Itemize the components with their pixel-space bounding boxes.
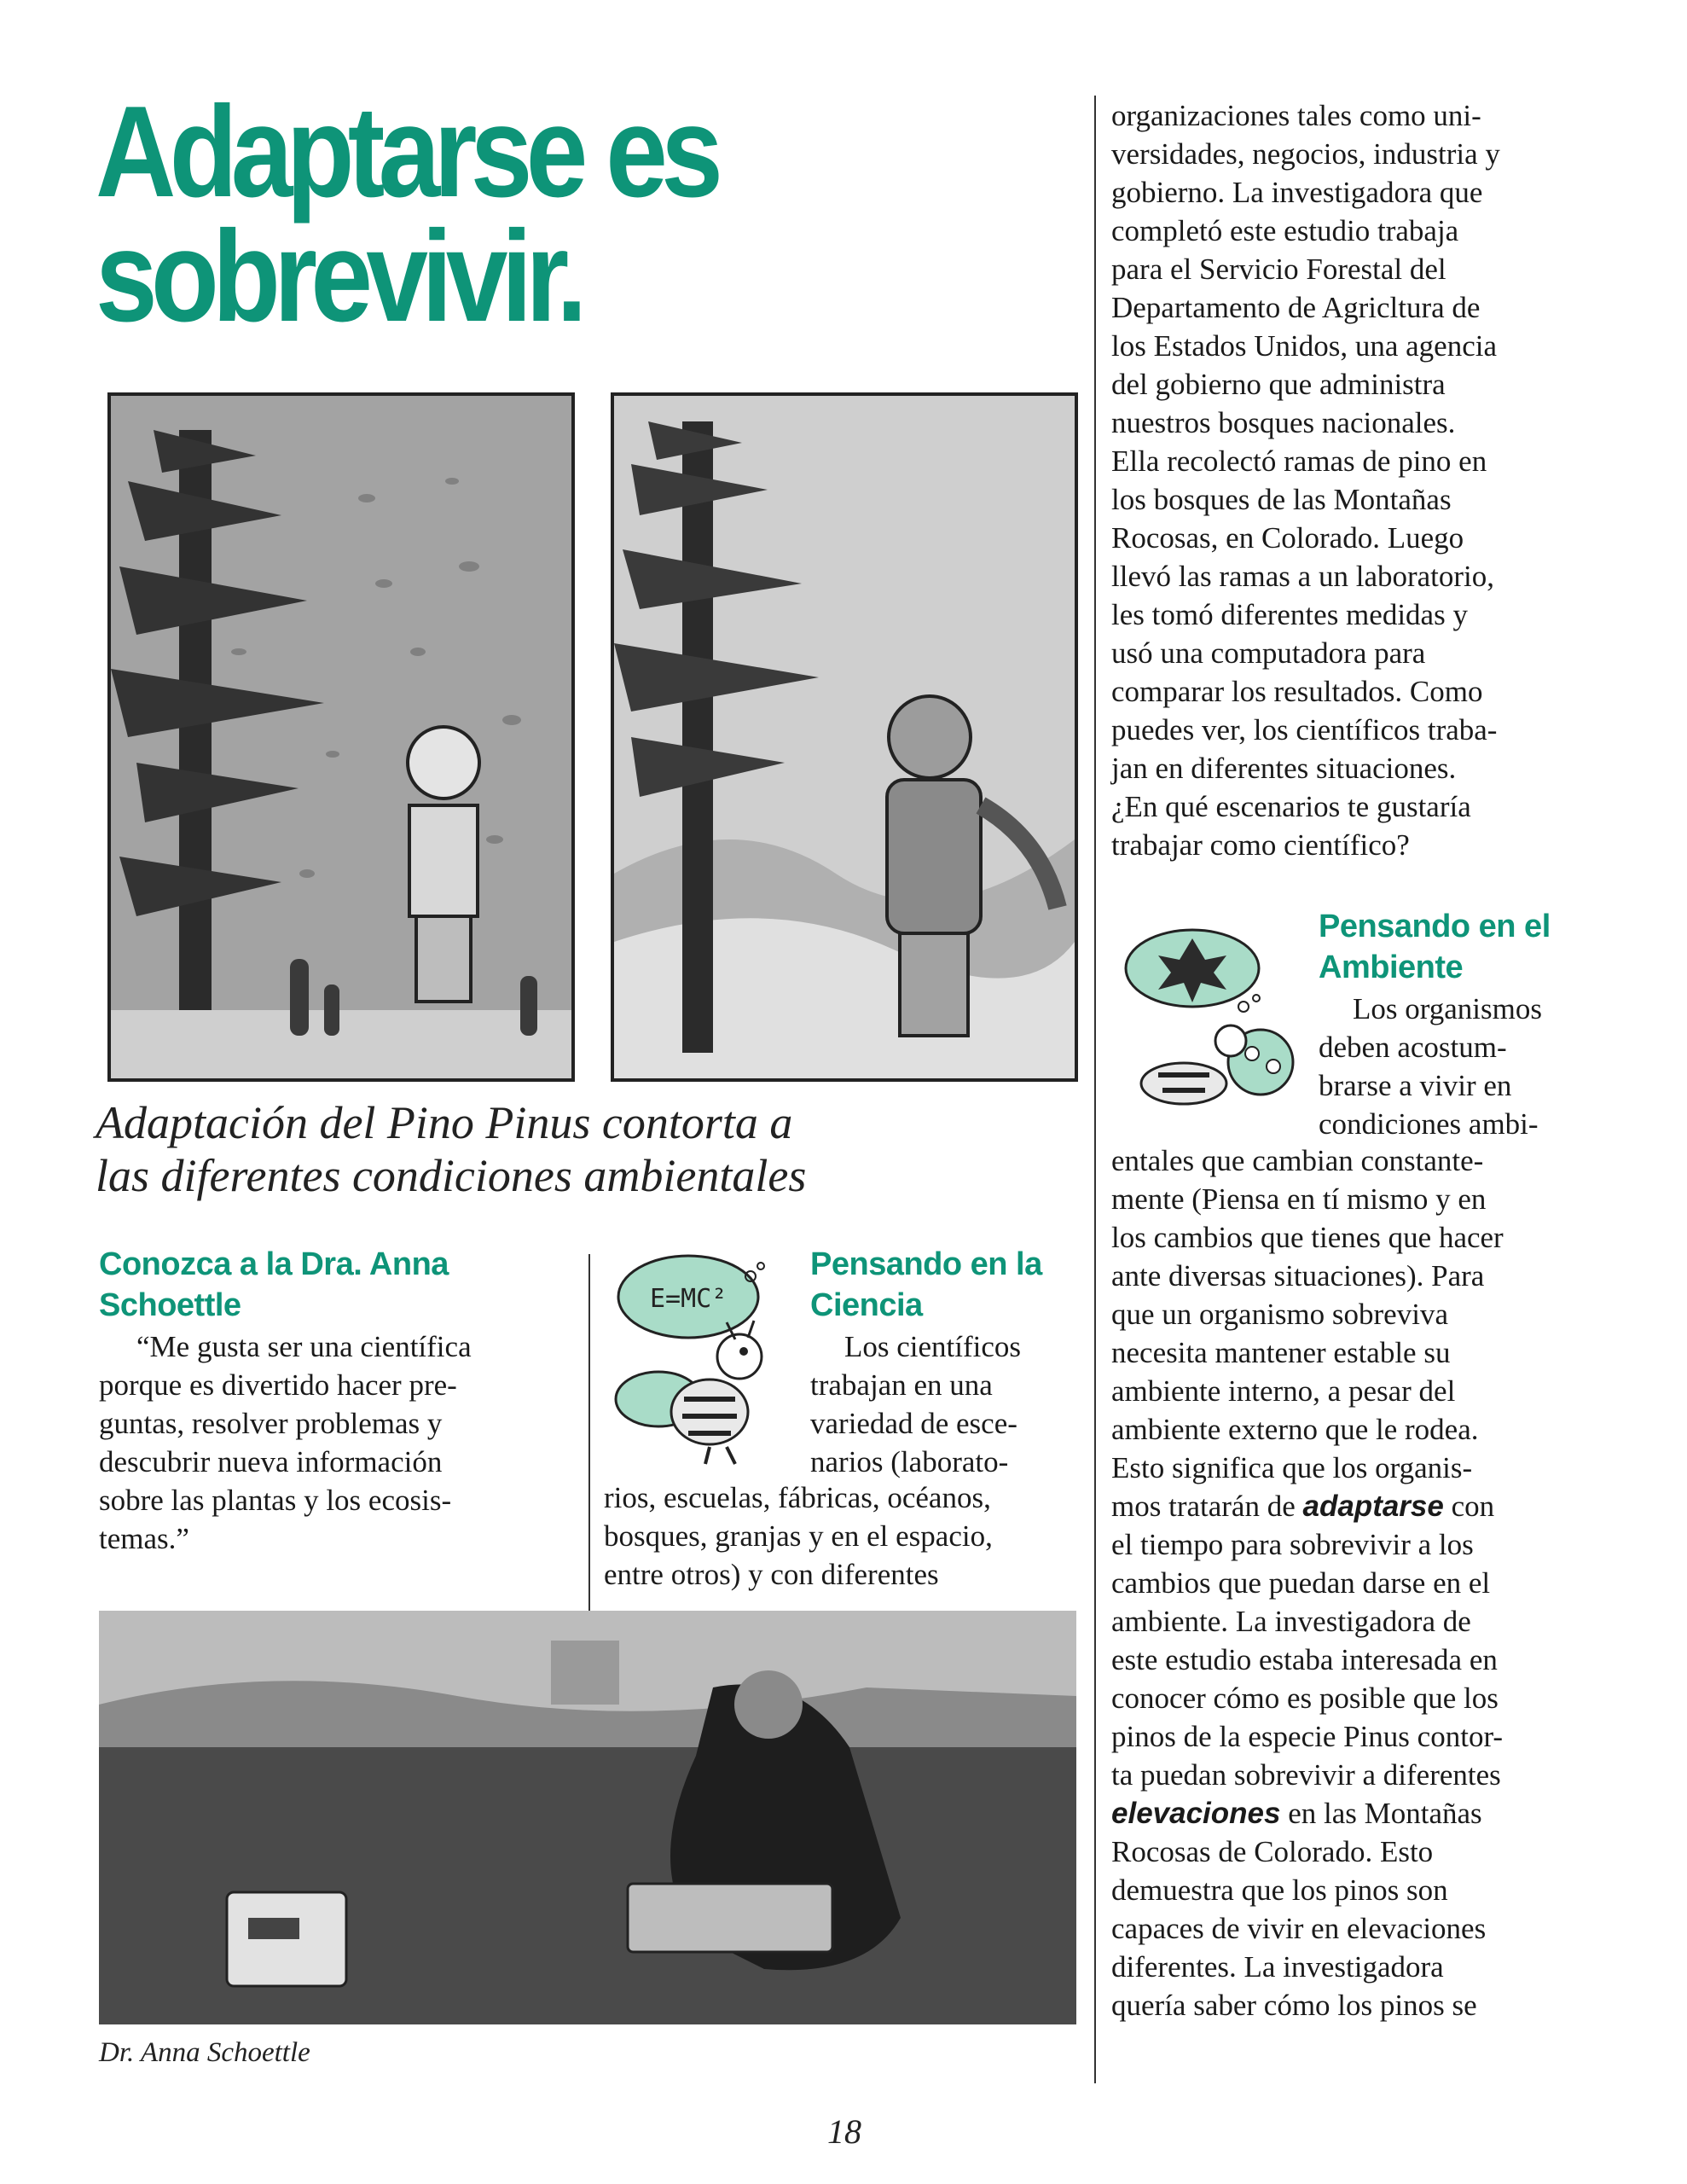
- term-adaptarse: adaptarse: [1302, 1490, 1444, 1523]
- science-line: trabajan en una: [810, 1368, 993, 1402]
- science-bug-illustration: [607, 1246, 803, 1467]
- environment-line: deben acostum-: [1319, 1031, 1507, 1064]
- column-divider: [588, 1254, 590, 1612]
- body-line: para el Servicio Forestal del: [1111, 253, 1446, 286]
- science-heading-line-1: Pensando en la: [810, 1246, 1042, 1282]
- winter-scene-image: [614, 396, 1075, 1078]
- body-line: gobierno. La investigadora que: [1111, 176, 1483, 209]
- meet-heading-line-2: Schoettle: [99, 1287, 241, 1323]
- environment-line: Esto significa que los organis-: [1111, 1451, 1473, 1484]
- environment-line: condiciones ambi-: [1319, 1107, 1539, 1141]
- environment-line: ambiente interno, a pesar del: [1111, 1374, 1456, 1408]
- body-line: los bosques de las Montañas: [1111, 483, 1452, 516]
- meet-scientist-heading: [99, 1244, 559, 1326]
- body-line: usó una computadora para: [1111, 636, 1426, 670]
- science-line: bosques, granjas y en el espacio,: [604, 1519, 993, 1553]
- illustration-subtitle: [96, 1096, 1076, 1202]
- environment-line: ambiente externo que le rodea.: [1111, 1413, 1479, 1446]
- environment-line: brarse a vivir en: [1319, 1069, 1512, 1102]
- science-line: rios, escuelas, fábricas, océanos,: [604, 1481, 991, 1514]
- body-line: los Estados Unidos, una agencia: [1111, 329, 1497, 363]
- environment-line: demuestra que los pinos son: [1111, 1873, 1448, 1907]
- quote-line: porque es divertido hacer pre-: [99, 1368, 457, 1402]
- environment-line: ta puedan sobrevivir a diferentes: [1111, 1758, 1501, 1792]
- environment-line: cambios que puedan darse en el: [1111, 1566, 1491, 1600]
- bug-scientist-icon: [607, 1246, 803, 1467]
- photo-caption: Dr. Anna Schoettle: [99, 2037, 310, 2068]
- science-line: narios (laborato-: [810, 1445, 1009, 1478]
- body-line: trabajar como científico?: [1111, 828, 1410, 862]
- adapt-post-text: con: [1443, 1490, 1495, 1523]
- environment-text-narrow: [1319, 990, 1609, 1143]
- body-line: nuestros bosques nacionales.: [1111, 406, 1456, 439]
- environment-line: este estudio estaba interesada en: [1111, 1643, 1498, 1676]
- bug-leaf-icon: [1116, 921, 1312, 1118]
- environment-line-elev: [1111, 1797, 1482, 1830]
- page-title: [96, 79, 939, 349]
- adapt-pre-text: mos tratarán de: [1111, 1490, 1303, 1523]
- science-heading-line-2: Ciencia: [810, 1287, 923, 1323]
- environment-line: conocer cómo es posible que los: [1111, 1682, 1499, 1715]
- body-line: llevó las ramas a un laboratorio,: [1111, 560, 1495, 593]
- quote-line: temas.”: [99, 1522, 189, 1555]
- title-line-1: Adaptarse es: [96, 79, 717, 224]
- environment-line: mente (Piensa en tí mismo y en: [1111, 1182, 1487, 1216]
- science-thinking-section: [810, 1244, 1083, 1481]
- environment-line: quería saber cómo los pinos se: [1111, 1989, 1477, 2022]
- summer-scene-image: [111, 396, 571, 1078]
- environment-line: Rocosas de Colorado. Esto: [1111, 1835, 1434, 1868]
- science-text-narrow: [810, 1327, 1083, 1481]
- body-line: Departamento de Agricltura de: [1111, 291, 1481, 324]
- scientist-quote: [99, 1327, 559, 1558]
- quote-line: sobre las plantas y los ecosis-: [99, 1484, 452, 1517]
- meet-heading-line-1: Conozca a la Dra. Anna: [99, 1246, 449, 1282]
- environment-line: Los organismos: [1353, 992, 1542, 1025]
- quote-line: “Me gusta ser una científica: [136, 1330, 472, 1363]
- science-thinking-heading: [810, 1244, 1083, 1326]
- body-line: jan en diferentes situaciones.: [1111, 752, 1457, 785]
- environment-line: los cambios que tienes que hacer: [1111, 1221, 1504, 1254]
- body-line: Ella recolectó ramas de pino en: [1111, 444, 1487, 478]
- scientist-field-photo: [99, 1611, 1076, 2024]
- elev-post-text: en las Montañas: [1280, 1797, 1482, 1830]
- body-line: organizaciones tales como uni-: [1111, 99, 1481, 132]
- subtitle-line-1: Adaptación del Pino Pinus contorta a: [96, 1097, 793, 1148]
- environment-thinking-heading: [1319, 906, 1609, 988]
- environment-line: que un organismo sobreviva: [1111, 1298, 1448, 1331]
- environment-line: diferentes. La investigadora: [1111, 1950, 1444, 1984]
- environment-line: ante diversas situaciones). Para: [1111, 1259, 1485, 1292]
- environment-line: ambiente. La investigadora de: [1111, 1605, 1471, 1638]
- environment-line: capaces de vivir en elevaciones: [1111, 1912, 1487, 1945]
- illustration-summer-panel: [107, 392, 575, 1082]
- science-line: variedad de esce-: [810, 1407, 1017, 1440]
- illustration-winter-panel: [611, 392, 1078, 1082]
- body-line: versidades, negocios, industria y: [1111, 137, 1500, 171]
- environment-line-adapt: [1111, 1490, 1494, 1523]
- environment-line: entales que cambian constante-: [1111, 1144, 1484, 1177]
- subtitle-line-2: las diferentes condiciones ambientales: [96, 1150, 807, 1201]
- quote-line: guntas, resolver problemas y: [99, 1407, 443, 1440]
- page-number: 18: [827, 2112, 861, 2151]
- right-column-text: [1111, 96, 1606, 864]
- environment-thinking-section: [1319, 906, 1609, 1143]
- meet-scientist-section: [99, 1244, 559, 1558]
- body-line: completó este estudio trabaja: [1111, 214, 1459, 247]
- body-line: del gobierno que administra: [1111, 368, 1446, 401]
- body-line: ¿En qué escenarios te gustaría: [1111, 790, 1471, 823]
- title-line-2: sobrevivir.: [96, 204, 581, 349]
- environment-line: necesita mantener estable su: [1111, 1336, 1451, 1369]
- environment-text-wide: [1111, 1141, 1606, 2024]
- science-text-wide: [604, 1478, 1081, 1594]
- right-column-divider: [1094, 96, 1096, 2083]
- environment-line: pinos de la especie Pinus contor-: [1111, 1720, 1504, 1753]
- term-elevaciones: elevaciones: [1111, 1797, 1281, 1830]
- quote-line: descubrir nueva información: [99, 1445, 443, 1478]
- environment-line: el tiempo para sobrevivir a los: [1111, 1528, 1474, 1561]
- environment-heading-line-2: Ambiente: [1319, 950, 1464, 985]
- bug-formula-text: E=MC²: [650, 1284, 728, 1314]
- body-line: comparar los resultados. Como: [1111, 675, 1483, 708]
- scientist-photo: [99, 1611, 1076, 2024]
- environment-heading-line-1: Pensando en el: [1319, 909, 1551, 944]
- science-line: entre otros) y con diferentes: [604, 1558, 939, 1591]
- body-line: Rocosas, en Colorado. Luego: [1111, 521, 1464, 555]
- environment-bug-illustration: [1116, 921, 1312, 1118]
- science-line: Los científicos: [844, 1330, 1022, 1363]
- body-line: les tomó diferentes medidas y: [1111, 598, 1468, 631]
- body-line: puedes ver, los científicos traba-: [1111, 713, 1498, 746]
